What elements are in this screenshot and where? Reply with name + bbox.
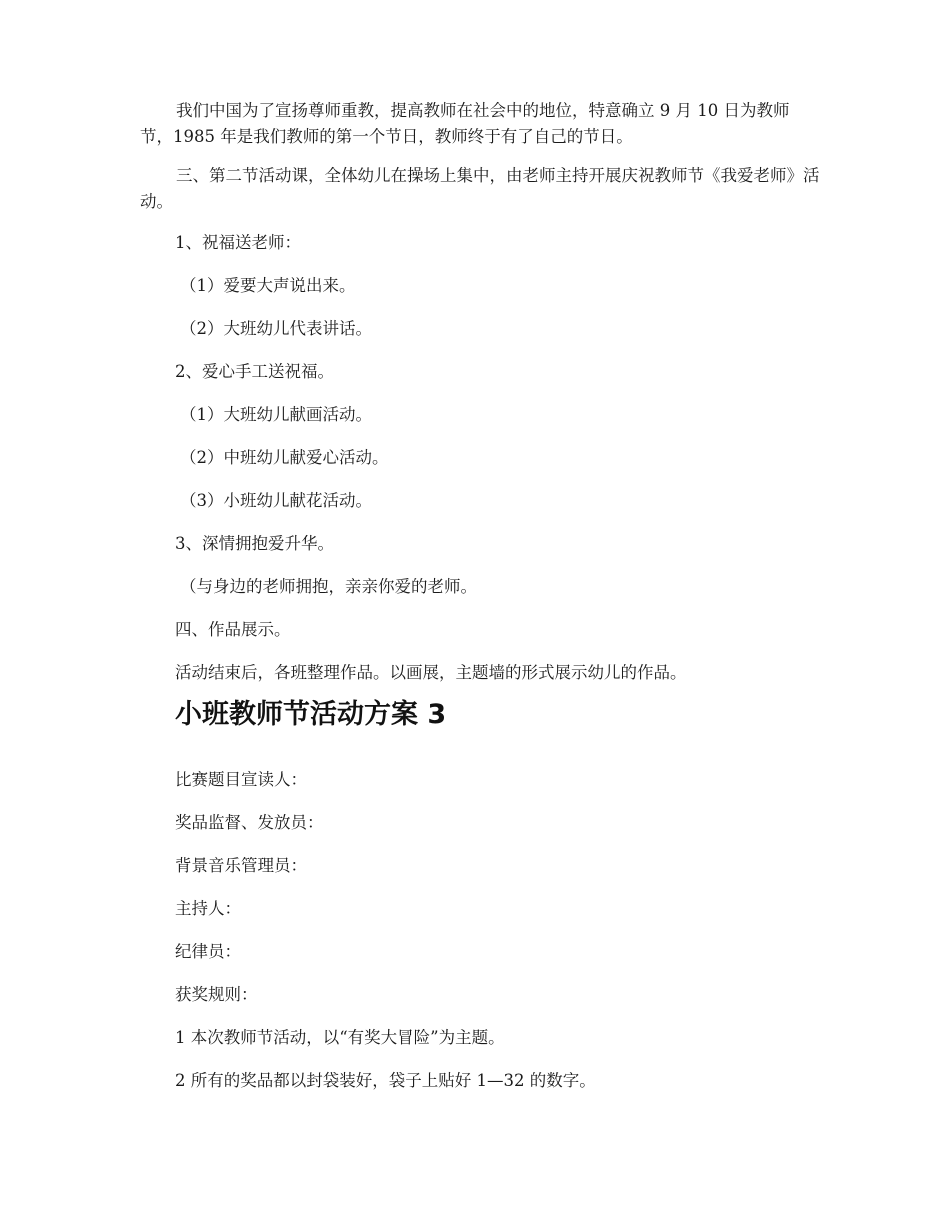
list-subitem-drawing: （1）大班幼儿献画活动。 [180,405,372,424]
role-discipline: 纪律员： [175,942,241,961]
paragraph-exhibition-detail: 活动结束后，各班整理作品。以画展，主题墙的形式展示幼儿的作品。 [175,663,687,682]
section-heading: 小班教师节活动方案 3 [175,699,447,730]
role-host: 主持人： [175,899,241,918]
list-item-handcraft: 2、爱心手工送祝福。 [175,362,334,381]
list-item-exhibition: 四、作品展示。 [175,620,291,639]
list-item-hug: 3、深情拥抱爱升华。 [175,534,334,553]
role-prize-supervisor: 奖品监督、发放员： [175,813,324,832]
list-subitem-love: （2）中班幼儿献爱心活动。 [180,448,389,467]
rule-item-1: 1 本次教师节活动，以“有奖大冒险”为主题。 [175,1028,505,1047]
role-music-manager: 背景音乐管理员： [175,856,307,875]
list-subitem-flowers: （3）小班幼儿献花活动。 [180,491,372,510]
award-rules-label: 获奖规则： [175,985,258,1004]
list-subitem-hug-teacher: （与身边的老师拥抱，亲亲你爱的老师。 [180,577,477,596]
list-item-blessing: 1、祝福送老师： [175,233,301,252]
role-announcer: 比赛题目宣读人： [175,770,307,789]
paragraph-activity-class: 三、第二节活动课，全体幼儿在操场上集中，由老师主持开展庆祝教师节《我爱老师》活动。 [140,166,820,211]
list-subitem-class-speech: （2）大班幼儿代表讲话。 [180,319,372,338]
list-subitem-speak-love: （1）爱要大声说出来。 [180,276,356,295]
paragraph-teachers-day-origin: 我们中国为了宣扬尊师重教，提高教师在社会中的地位，特意确立 9 月 10 日为教师节，1985 年是我们教师的第一个节日，教师终于有了自己的节日。 [140,101,790,146]
rule-item-2: 2 所有的奖品都以封袋装好，袋子上贴好 1—32 的数字。 [175,1071,596,1090]
